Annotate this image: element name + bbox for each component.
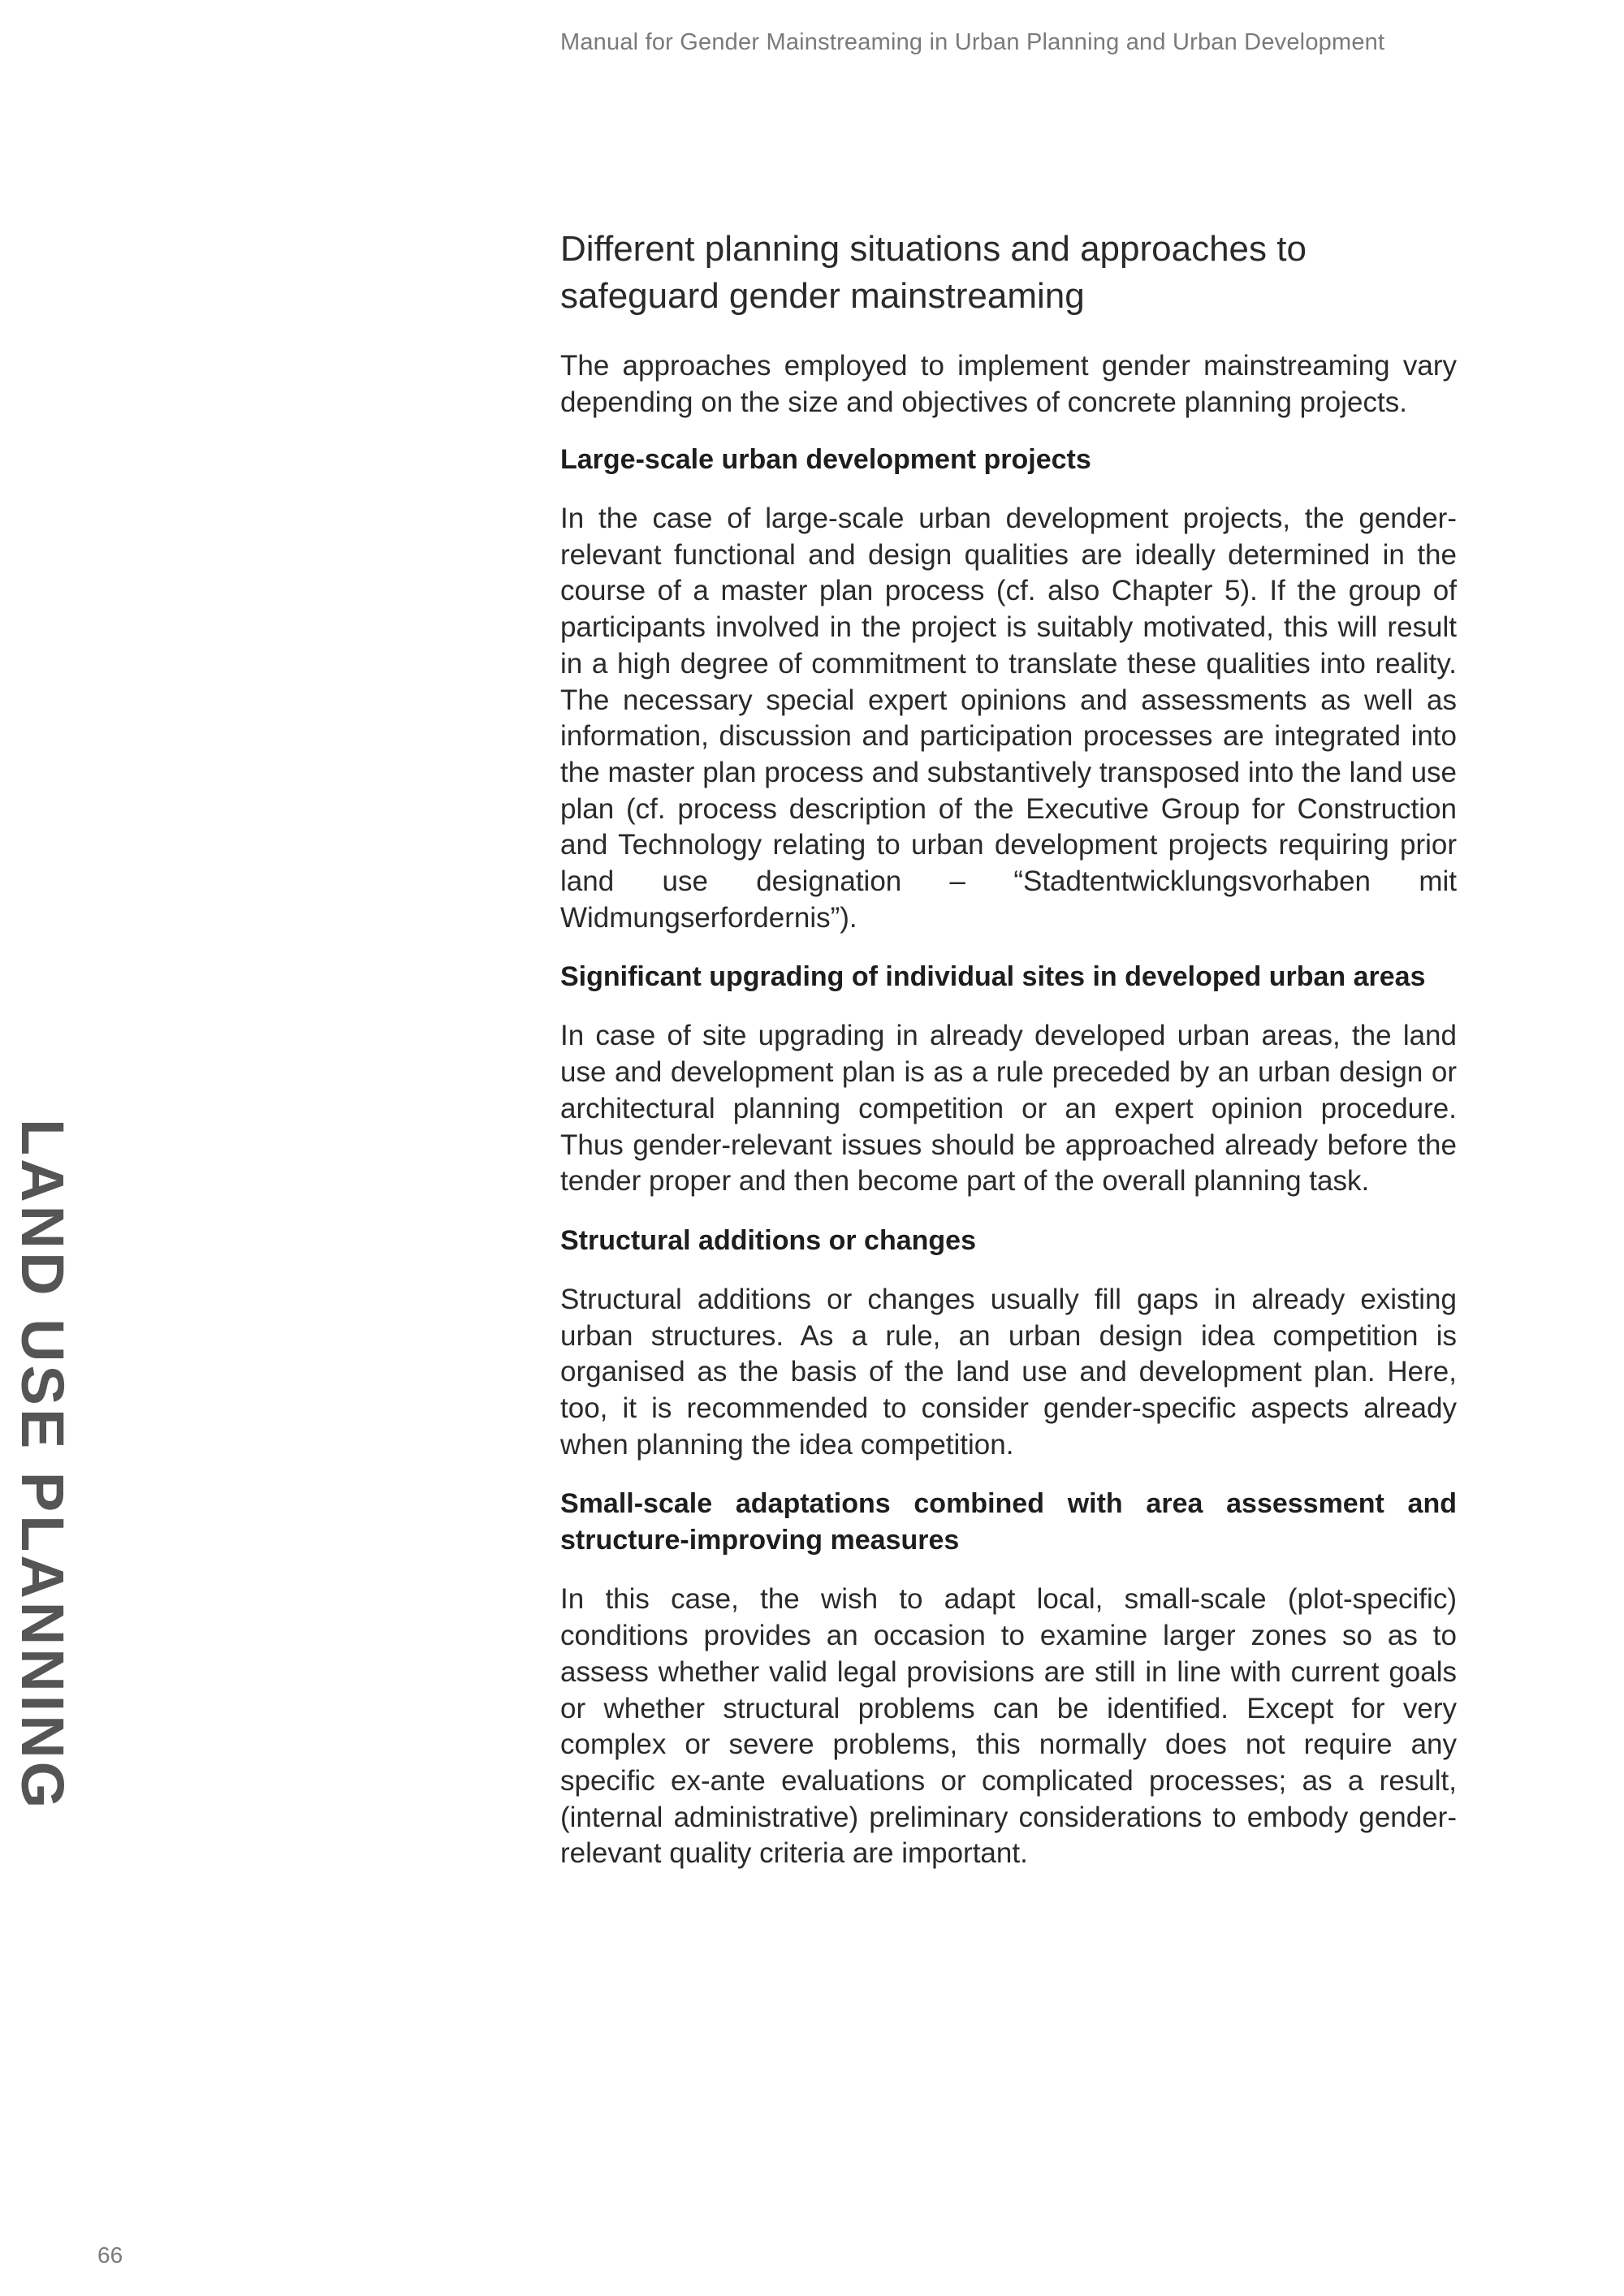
page-number: 66 bbox=[97, 2242, 123, 2268]
subsection-body-large-scale: In the case of large-scale urban development projects, the gender-relevant functional and design qualities are ideally determined in the course of a master plan process (cf. also Chapter 5). If the group of participants involved in the project is suitably motivated, this will result in a high degree of commitment to translate these qualities into reality. The necessary special expert opinions and assessments as well as information, discussion and participation processes are integrated into the master plan process and substantively transposed into the land use plan (cf. process description of the Executive Group for Construction and Technology relating to urban development projects requiring prior land use designation – “Stadtentwicklungsvorhaben mit Widmungserfordernis”). bbox=[560, 503, 1457, 934]
subsection-body-structural-additions: Structural additions or changes usually fill gaps in already existing urban structures. As a rule, an urban design idea competition is organised as the basis of the land use and development plan. Here, too, it is recommended to consider gender-specific aspects already when planning the idea competition. bbox=[560, 1283, 1457, 1461]
subsection-heading-significant-upgrading: Significant upgrading of individual sites in developed urban areas bbox=[560, 961, 1426, 993]
chapter-side-label: LAND USE PLANNING bbox=[9, 1119, 76, 1812]
section-title-line-2: safeguard gender mainstreaming bbox=[560, 276, 1085, 316]
subsection-body-small-scale: In this case, the wish to adapt local, small-scale (plot-specific) conditions provides an occasion to examine larger zones so as to assess whether valid legal provisions are still in line with current goals or whether structural problems can be identified. Except for very complex or severe problems, this normally does not require any specific ex-ante evaluations or complicated processes; as a result, (internal administrative) preliminary considerations to embody gender-relevant quality criteria are important. bbox=[560, 1583, 1457, 1870]
subsection-body-significant-upgrading: In case of site upgrading in already developed urban areas, the land use and development plan is as a rule preceded by an urban design or architectural planning competition or an expert opinion procedure. Thus gender-relevant issues should be approached already before the tender proper and then become part of the overall planning task. bbox=[560, 1020, 1457, 1198]
subsection-heading-small-scale: Small-scale adaptations combined with area assessment and structure-improving measures bbox=[560, 1488, 1457, 1556]
running-header: Manual for Gender Mainstreaming in Urban Planning and Urban Development bbox=[560, 29, 1385, 55]
section-title-line-1: Different planning situations and approaches to bbox=[560, 229, 1307, 269]
intro-paragraph: The approaches employed to implement gender mainstreaming vary depending on the size and objectives of concrete planning projects. bbox=[560, 350, 1457, 418]
subsection-heading-structural-additions: Structural additions or changes bbox=[560, 1224, 976, 1256]
section-title bbox=[560, 226, 1457, 320]
subsection-heading-large-scale: Large-scale urban development projects bbox=[560, 444, 1091, 475]
main-content bbox=[560, 226, 1457, 1895]
